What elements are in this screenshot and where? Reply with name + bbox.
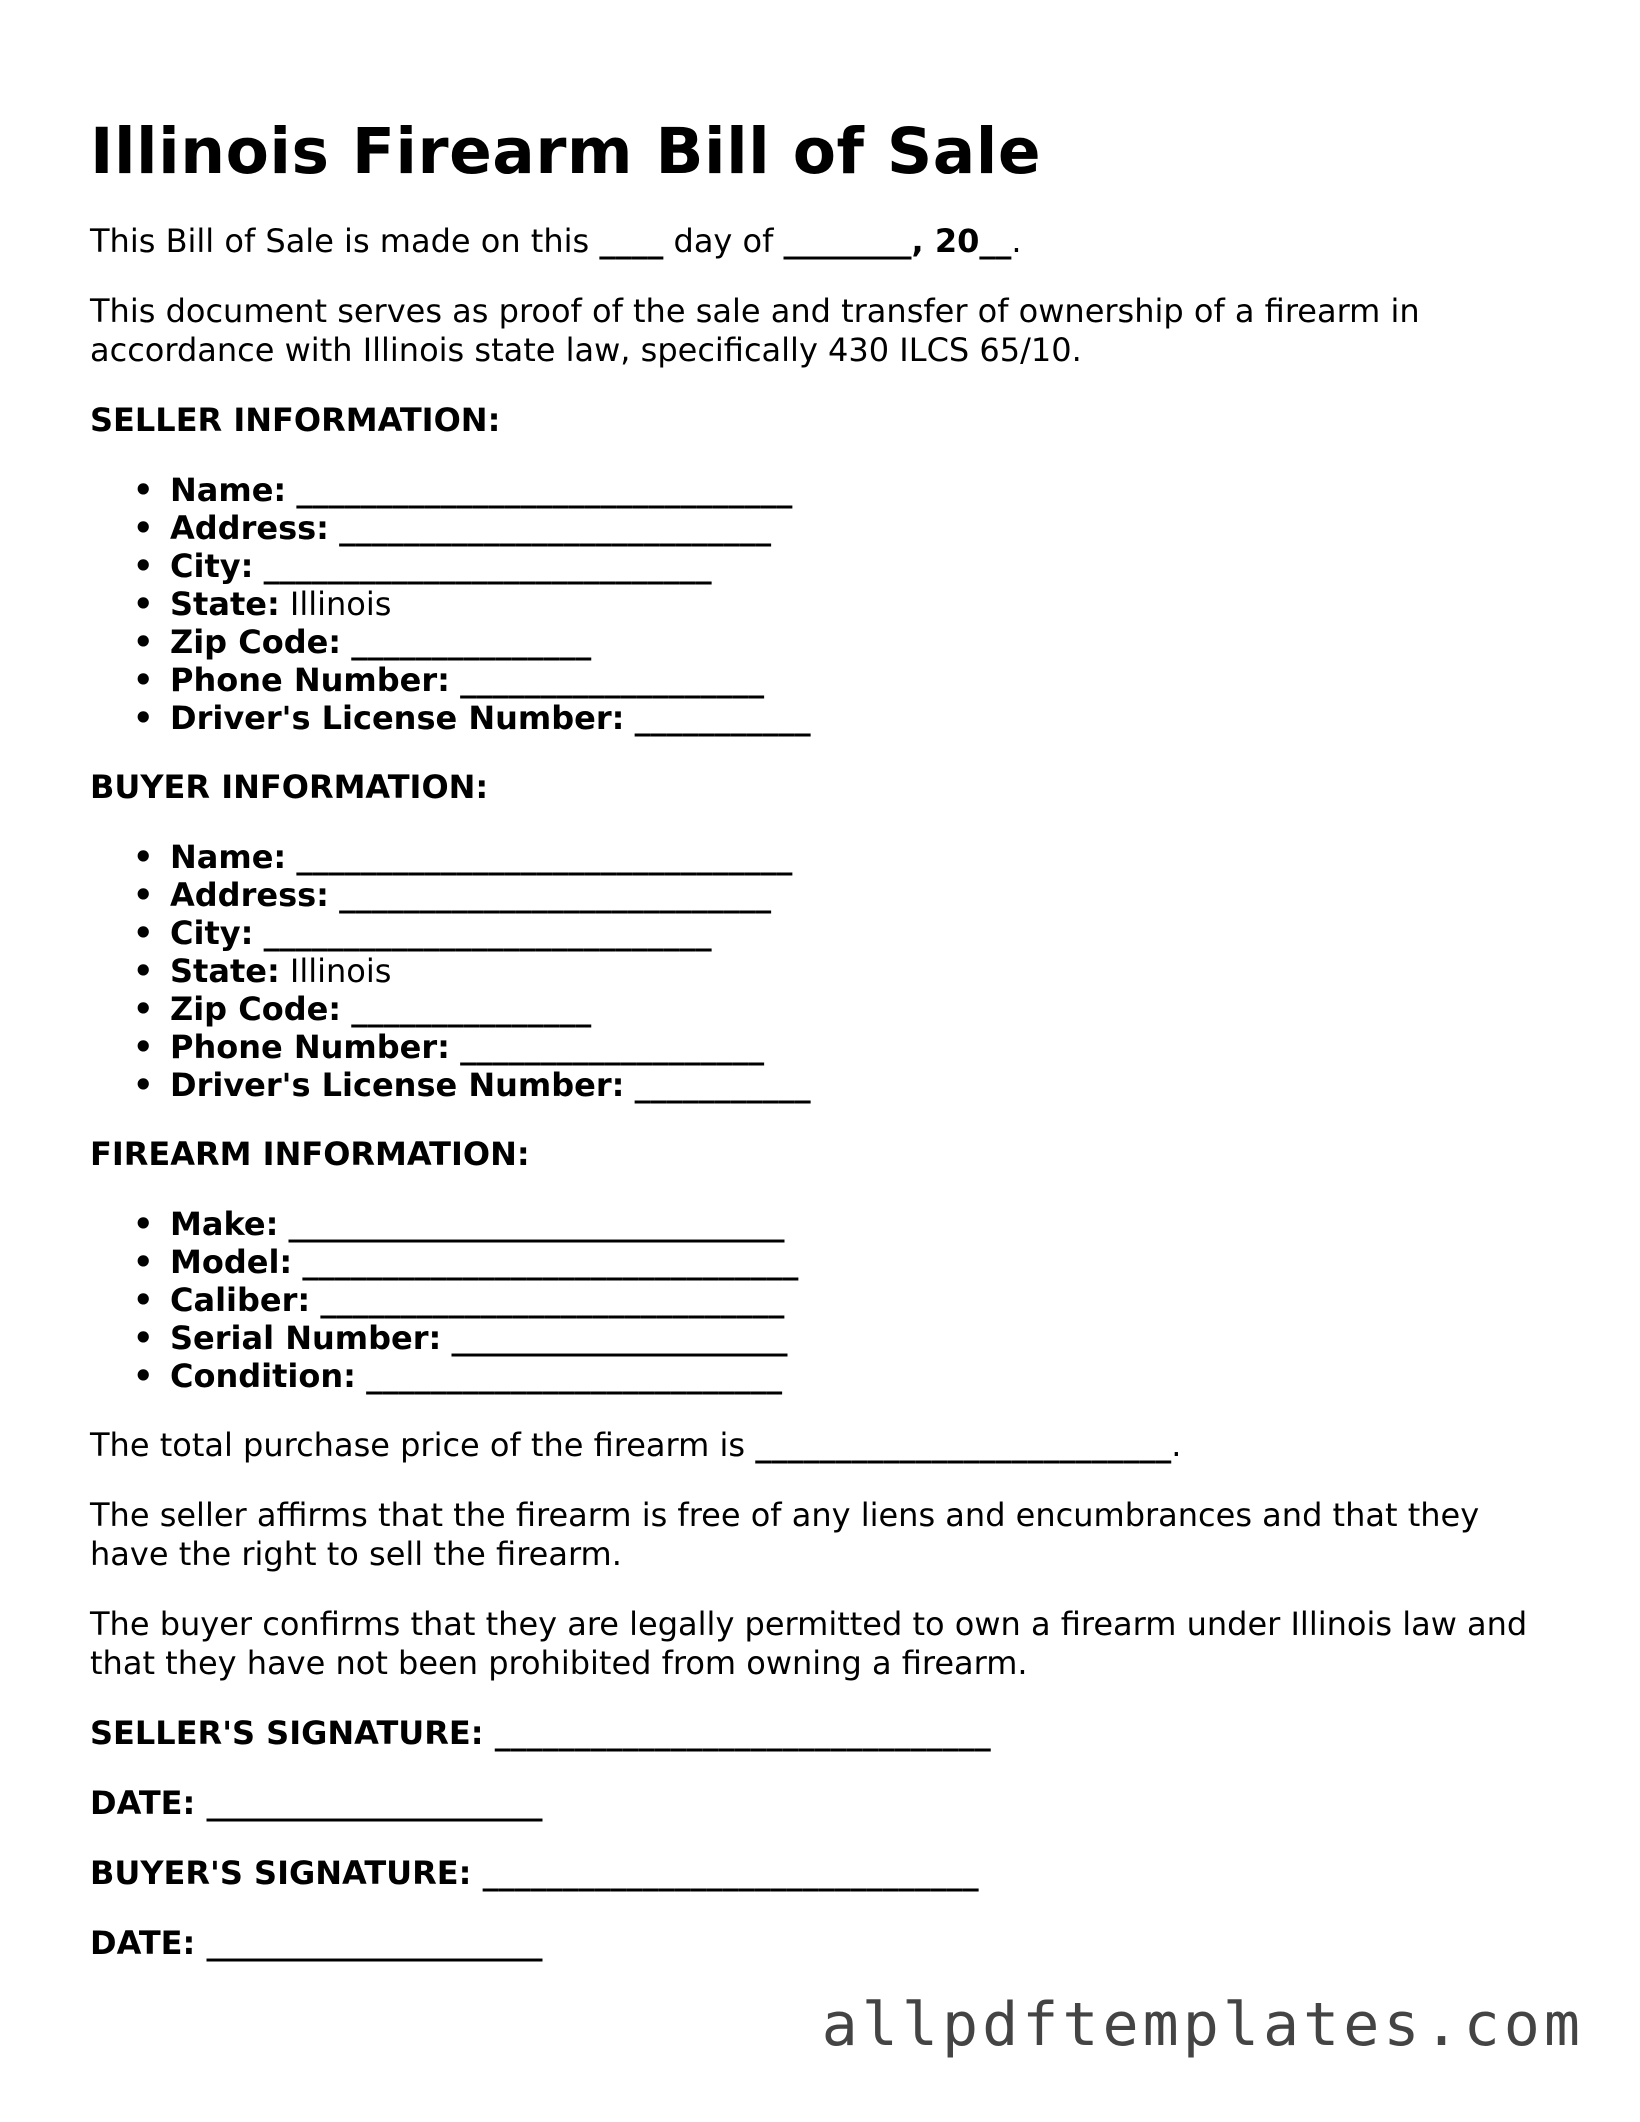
seller-heading: SELLER INFORMATION: <box>90 401 501 439</box>
firearm-caliber-blank[interactable]: _____________________________ <box>320 1281 785 1319</box>
field-label: City: <box>170 914 254 952</box>
seller-state-value: Illinois <box>289 585 392 623</box>
buyer-confirmation: The buyer confirms that they are legally permitted to own a firearm under Illinois law and that they have not been prohibited from owning a firearm. <box>90 1605 1528 1682</box>
price-suffix: . <box>1171 1426 1182 1464</box>
firearm-serial-field <box>170 1319 1560 1357</box>
intro-middle: day of <box>663 222 784 260</box>
buyer-phone-blank[interactable]: ___________________ <box>460 1028 765 1066</box>
purpose-paragraph: This document serves as proof of the sale and transfer of ownership of a firearm in accordance with Illinois state law, specifically 430 ILCS 65/10. <box>90 292 1420 369</box>
seller-phone-field <box>170 661 1560 699</box>
buyer-signature-line[interactable]: BUYER'S SIGNATURE: _______________________________ <box>90 1854 979 1892</box>
intro-prefix: This Bill of Sale is made on this <box>90 222 600 260</box>
seller-zip-blank[interactable]: _______________ <box>351 623 592 661</box>
seller-state-field <box>170 585 1560 623</box>
field-label: Phone Number: <box>170 661 450 699</box>
field-label: State: <box>170 585 280 623</box>
field-label: Driver's License Number: <box>170 699 625 737</box>
seller-zip-field <box>170 623 1560 661</box>
seller-license-field <box>170 699 1560 737</box>
firearm-model-field <box>170 1243 1560 1281</box>
seller-fields <box>90 471 1560 737</box>
seller-address-blank[interactable]: ___________________________ <box>339 509 772 547</box>
price-prefix: The total purchase price of the firearm is <box>90 1426 756 1464</box>
field-label: Model: <box>170 1243 293 1281</box>
buyer-date-line[interactable]: DATE: _____________________ <box>90 1924 543 1962</box>
seller-signature-line[interactable]: SELLER'S SIGNATURE: _______________________________ <box>90 1714 991 1752</box>
field-label: Name: <box>170 471 287 509</box>
firearm-make-blank[interactable]: _______________________________ <box>288 1205 785 1243</box>
field-label: Zip Code: <box>170 623 342 661</box>
field-label: Address: <box>170 509 329 547</box>
buyer-address-field <box>170 876 1560 914</box>
field-label: Driver's License Number: <box>170 1066 625 1104</box>
month-year-blank[interactable]: ________, 20__ <box>783 222 1012 260</box>
buyer-phone-field <box>170 1028 1560 1066</box>
firearm-model-blank[interactable]: _______________________________ <box>302 1243 799 1281</box>
firearm-make-field <box>170 1205 1560 1243</box>
buyer-zip-blank[interactable]: _______________ <box>351 990 592 1028</box>
buyer-address-blank[interactable]: ___________________________ <box>339 876 772 914</box>
buyer-license-blank[interactable]: ___________ <box>634 1066 811 1104</box>
buyer-license-field <box>170 1066 1560 1104</box>
watermark: allpdftemplates.com <box>821 1990 1584 2060</box>
buyer-state-field <box>170 952 1560 990</box>
buyer-city-field <box>170 914 1560 952</box>
seller-name-blank[interactable]: _______________________________ <box>296 471 793 509</box>
field-label: State: <box>170 952 280 990</box>
buyer-name-blank[interactable]: _______________________________ <box>296 838 793 876</box>
firearm-condition-field <box>170 1357 1560 1395</box>
firearm-fields <box>90 1205 1560 1395</box>
seller-address-field <box>170 509 1560 547</box>
field-label: Make: <box>170 1205 279 1243</box>
field-label: Phone Number: <box>170 1028 450 1066</box>
buyer-name-field <box>170 838 1560 876</box>
day-blank[interactable]: ____ <box>599 222 664 260</box>
seller-date-line[interactable]: DATE: _____________________ <box>90 1784 543 1822</box>
field-label: Serial Number: <box>170 1319 442 1357</box>
price-blank[interactable]: __________________________ <box>755 1426 1172 1464</box>
seller-affirmation: The seller affirms that the firearm is free of any liens and encumbrances and that they have the right to sell the firearm. <box>90 1496 1480 1573</box>
firearm-caliber-field <box>170 1281 1560 1319</box>
field-label: Caliber: <box>170 1281 311 1319</box>
document-title: Illinois Firearm Bill of Sale <box>90 115 1042 188</box>
buyer-fields <box>90 838 1560 1104</box>
buyer-city-blank[interactable]: ____________________________ <box>263 914 712 952</box>
field-label: Name: <box>170 838 287 876</box>
buyer-heading: BUYER INFORMATION: <box>90 768 489 806</box>
field-label: Zip Code: <box>170 990 342 1028</box>
seller-phone-blank[interactable]: ___________________ <box>460 661 765 699</box>
field-label: Condition: <box>170 1357 356 1395</box>
seller-name-field <box>170 471 1560 509</box>
field-label: City: <box>170 547 254 585</box>
firearm-serial-blank[interactable]: _____________________ <box>451 1319 788 1357</box>
seller-license-blank[interactable]: ___________ <box>634 699 811 737</box>
intro-suffix: . <box>1011 222 1022 260</box>
firearm-heading: FIREARM INFORMATION: <box>90 1135 530 1173</box>
buyer-zip-field <box>170 990 1560 1028</box>
firearm-condition-blank[interactable]: __________________________ <box>366 1357 783 1395</box>
seller-city-field <box>170 547 1560 585</box>
seller-city-blank[interactable]: ____________________________ <box>263 547 712 585</box>
document-page <box>90 110 1560 1994</box>
price-line <box>90 1426 1560 1465</box>
buyer-state-value: Illinois <box>289 952 392 990</box>
field-label: Address: <box>170 876 329 914</box>
intro-line <box>90 222 1560 261</box>
